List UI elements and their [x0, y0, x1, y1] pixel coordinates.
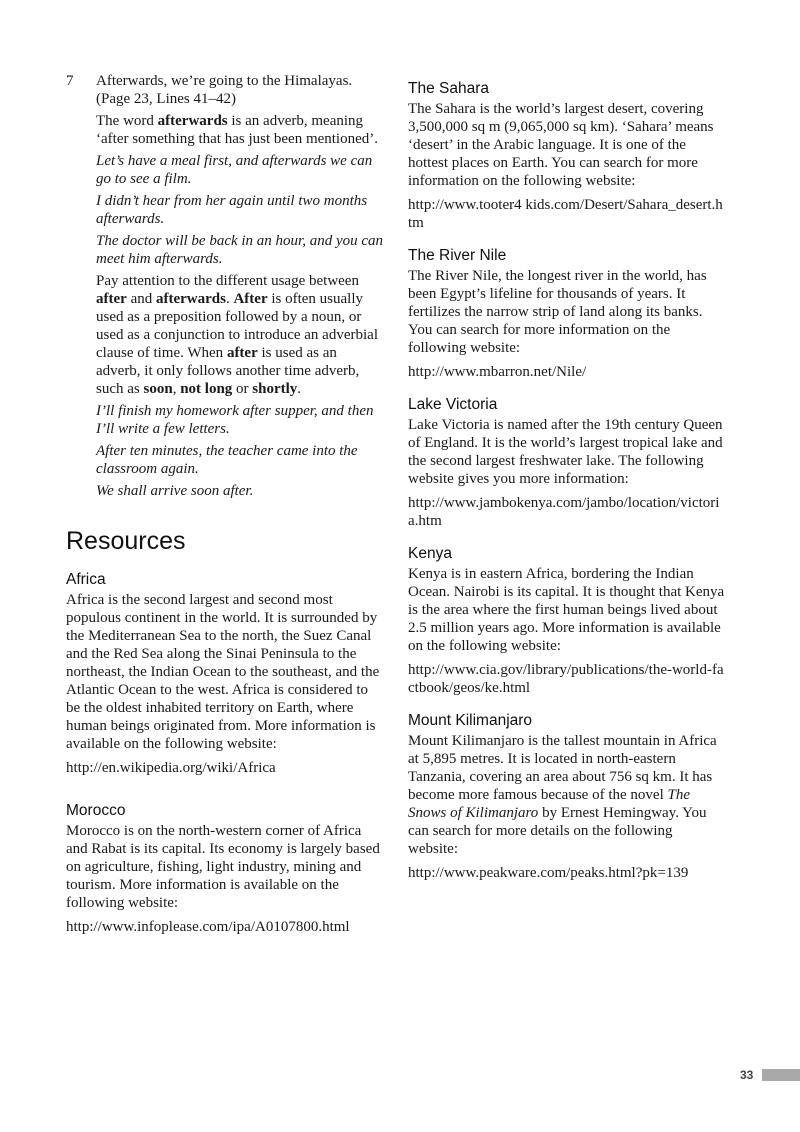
usage-keyword: after [96, 291, 127, 307]
section-url-link[interactable]: http://www.cia.gov/library/publications/the-world-factbook/geos/ke.html [408, 662, 724, 696]
usage-note [96, 272, 384, 398]
left-column [66, 72, 384, 950]
body-text: Mount Kilimanjaro is the tallest mountain in Africa at 5,895 metres. It is located in north-eastern Tanzania, covering an area about 756 sq km. It has become more famous because of the novel [408, 733, 717, 803]
page-number: 33 [740, 1068, 754, 1082]
usage-text: is often usually used as a preposition followed by a noun, or used as a conjunction to introduce an adverbial clause of time. When [96, 291, 378, 361]
body-text: by Ernest Hemingway. You can search for more details on the following website: [408, 805, 707, 857]
section-title: The River Nile [408, 247, 507, 264]
page-number-bar [762, 1069, 800, 1081]
section-url-link[interactable]: http://en.wikipedia.org/wiki/Africa [66, 760, 276, 776]
usage-keyword: not long [180, 381, 233, 397]
novel-title: The Snows of Kilimanjaro [408, 787, 690, 821]
note-body [66, 112, 384, 500]
definition-text-2: is an adverb, meaning ‘after something that has just been mentioned’. [96, 113, 379, 147]
section-title: Morocco [66, 802, 126, 819]
usage-text: . [297, 381, 302, 397]
resource-morocco [66, 801, 384, 936]
usage-text: is used as an adverb, it only follows another time adverb, such as [96, 345, 360, 397]
resources-heading: Resources [66, 527, 186, 555]
section-url-link[interactable]: http://www.peakware.com/peaks.html?pk=139 [408, 865, 689, 881]
usage-keyword: afterwards [155, 291, 226, 307]
example-sentence: I didn’t hear from her again until two months afterwards. [96, 193, 368, 227]
section-url-link[interactable]: http://www.tooter4 kids.com/Desert/Sahara_desert.htm [408, 197, 723, 231]
usage-text: or [232, 381, 253, 397]
usage-text: . [225, 291, 234, 307]
usage-keyword: shortly [252, 381, 298, 397]
resource-lake-victoria [408, 395, 726, 530]
example-sentence: After ten minutes, the teacher came into the classroom again. [96, 443, 358, 477]
definition-text-1: The word [96, 113, 158, 129]
usage-keyword: soon [143, 381, 173, 397]
section-body: Lake Victoria is named after the 19th century Queen of England. It is the world’s largest tropical lake and the second largest freshwater lake. The following website gives you more information: [408, 417, 723, 487]
usage-text: , [172, 381, 181, 397]
example-sentence: Let’s have a meal first, and afterwards we can go to see a film. [96, 153, 373, 187]
section-title: Kenya [408, 545, 452, 562]
section-body: The River Nile, the longest river in the world, has been Egypt’s lifeline for thousands of years. It fertilizes the narrow strip of land along its banks. You can search for more information on the following website: [408, 268, 707, 356]
section-title: Lake Victoria [408, 396, 498, 413]
resource-africa [66, 570, 384, 777]
right-column [408, 79, 726, 896]
section-url-link[interactable]: http://www.jambokenya.com/jambo/location/victoria.htm [408, 495, 720, 529]
section-title: The Sahara [408, 80, 489, 97]
note-item-7 [66, 72, 384, 108]
section-url-link[interactable]: http://www.infoplease.com/ipa/A0107800.html [66, 919, 350, 935]
usage-text: and [126, 291, 156, 307]
example-sentence: I’ll finish my homework after supper, and then I’ll write a few letters. [96, 403, 374, 437]
section-title: Mount Kilimanjaro [408, 712, 533, 729]
resource-kenya [408, 544, 726, 697]
note-quote: Afterwards, we’re going to the Himalayas. (Page 23, Lines 41–42) [96, 73, 353, 107]
example-sentence: We shall arrive soon after. [96, 483, 254, 499]
example-sentence: The doctor will be back in an hour, and you can meet him afterwards. [96, 233, 384, 267]
usage-keyword: After [233, 291, 268, 307]
resource-sahara [408, 79, 726, 232]
section-body: Morocco is on the north-western corner of Africa and Rabat is its capital. Its economy is largely based on agriculture, fishing, light industry, mining and tourism. More information is available on the following website: [66, 823, 380, 911]
definition-keyword: afterwards [157, 113, 228, 129]
section-body [408, 732, 726, 858]
section-body: Africa is the second largest and second most populous continent in the world. It is surrounded by the Mediterranean Sea to the north, the Suez Canal and the Red Sea along the Sinai Peninsula to the northeast, the Indian Ocean to the southeast, and the Atlantic Ocean to the west. Africa is considered to be the oldest inhabited territory on Earth, where human beings originated from. More information is available on the following website: [66, 592, 380, 752]
note-definition [96, 112, 384, 148]
usage-text: Pay attention to the different usage between [96, 273, 359, 289]
note-number: 7 [66, 73, 74, 89]
resource-nile [408, 246, 726, 381]
section-url-link[interactable]: http://www.mbarron.net/Nile/ [408, 364, 587, 380]
section-title: Africa [66, 571, 106, 588]
resource-kilimanjaro [408, 711, 726, 882]
usage-keyword: after [226, 345, 258, 361]
section-body: Kenya is in eastern Africa, bordering the Indian Ocean. Nairobi is its capital. It is thought that Kenya is the area where the first human beings lived about 2.5 million years ago. More information is available on the following website: [408, 566, 725, 654]
section-body: The Sahara is the world’s largest desert, covering 3,500,000 sq m (9,065,000 sq km). ‘Sahara’ means ‘desert’ in the Arabic language. It is one of the hottest places on Earth. You can search for more information on the following website: [408, 101, 714, 189]
